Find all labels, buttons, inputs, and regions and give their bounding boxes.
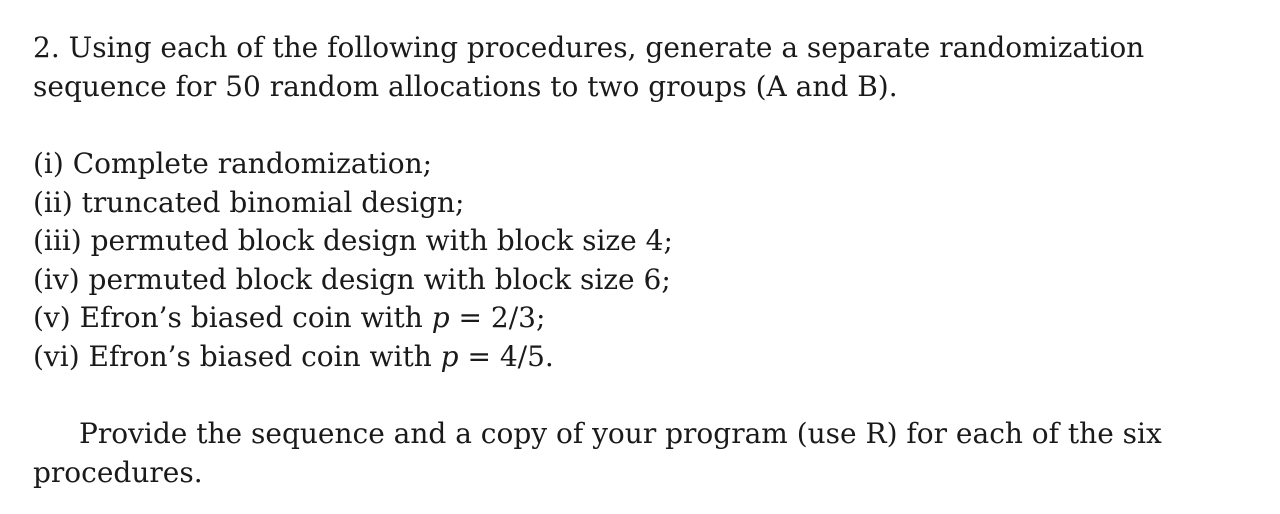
procedure-item-v-prefix: (v) Efron’s biased coin with — [33, 301, 432, 334]
procedure-item-ii: (ii) truncated binomial design; — [33, 185, 465, 219]
procedure-item-i: (i) Complete randomization; — [33, 147, 433, 180]
question-intro: 2. Using each of the following procedures, generate a separate randomization sequence for 50 random allocations to two groups (A and B). — [33, 31, 1145, 103]
procedure-list — [33, 145, 1243, 376]
variable-p: p — [431, 301, 450, 334]
procedure-item-v-suffix: = 2/3; — [449, 301, 546, 334]
procedure-item-iv: (iv) permuted block design with block size 6; — [33, 262, 671, 296]
question-closing: Provide the sequence and a copy of your program (use R) for each of the six procedures. — [33, 417, 1162, 489]
procedure-item-vi-suffix: = 4/5. — [458, 339, 554, 373]
procedure-item-vi-prefix: (vi) Efron’s biased coin with — [33, 339, 441, 373]
procedure-item-vi — [33, 338, 1243, 377]
procedure-item-v — [33, 299, 1243, 338]
procedure-item-iii: (iii) permuted block design with block size 4; — [33, 224, 673, 257]
variable-p: p — [440, 339, 459, 373]
